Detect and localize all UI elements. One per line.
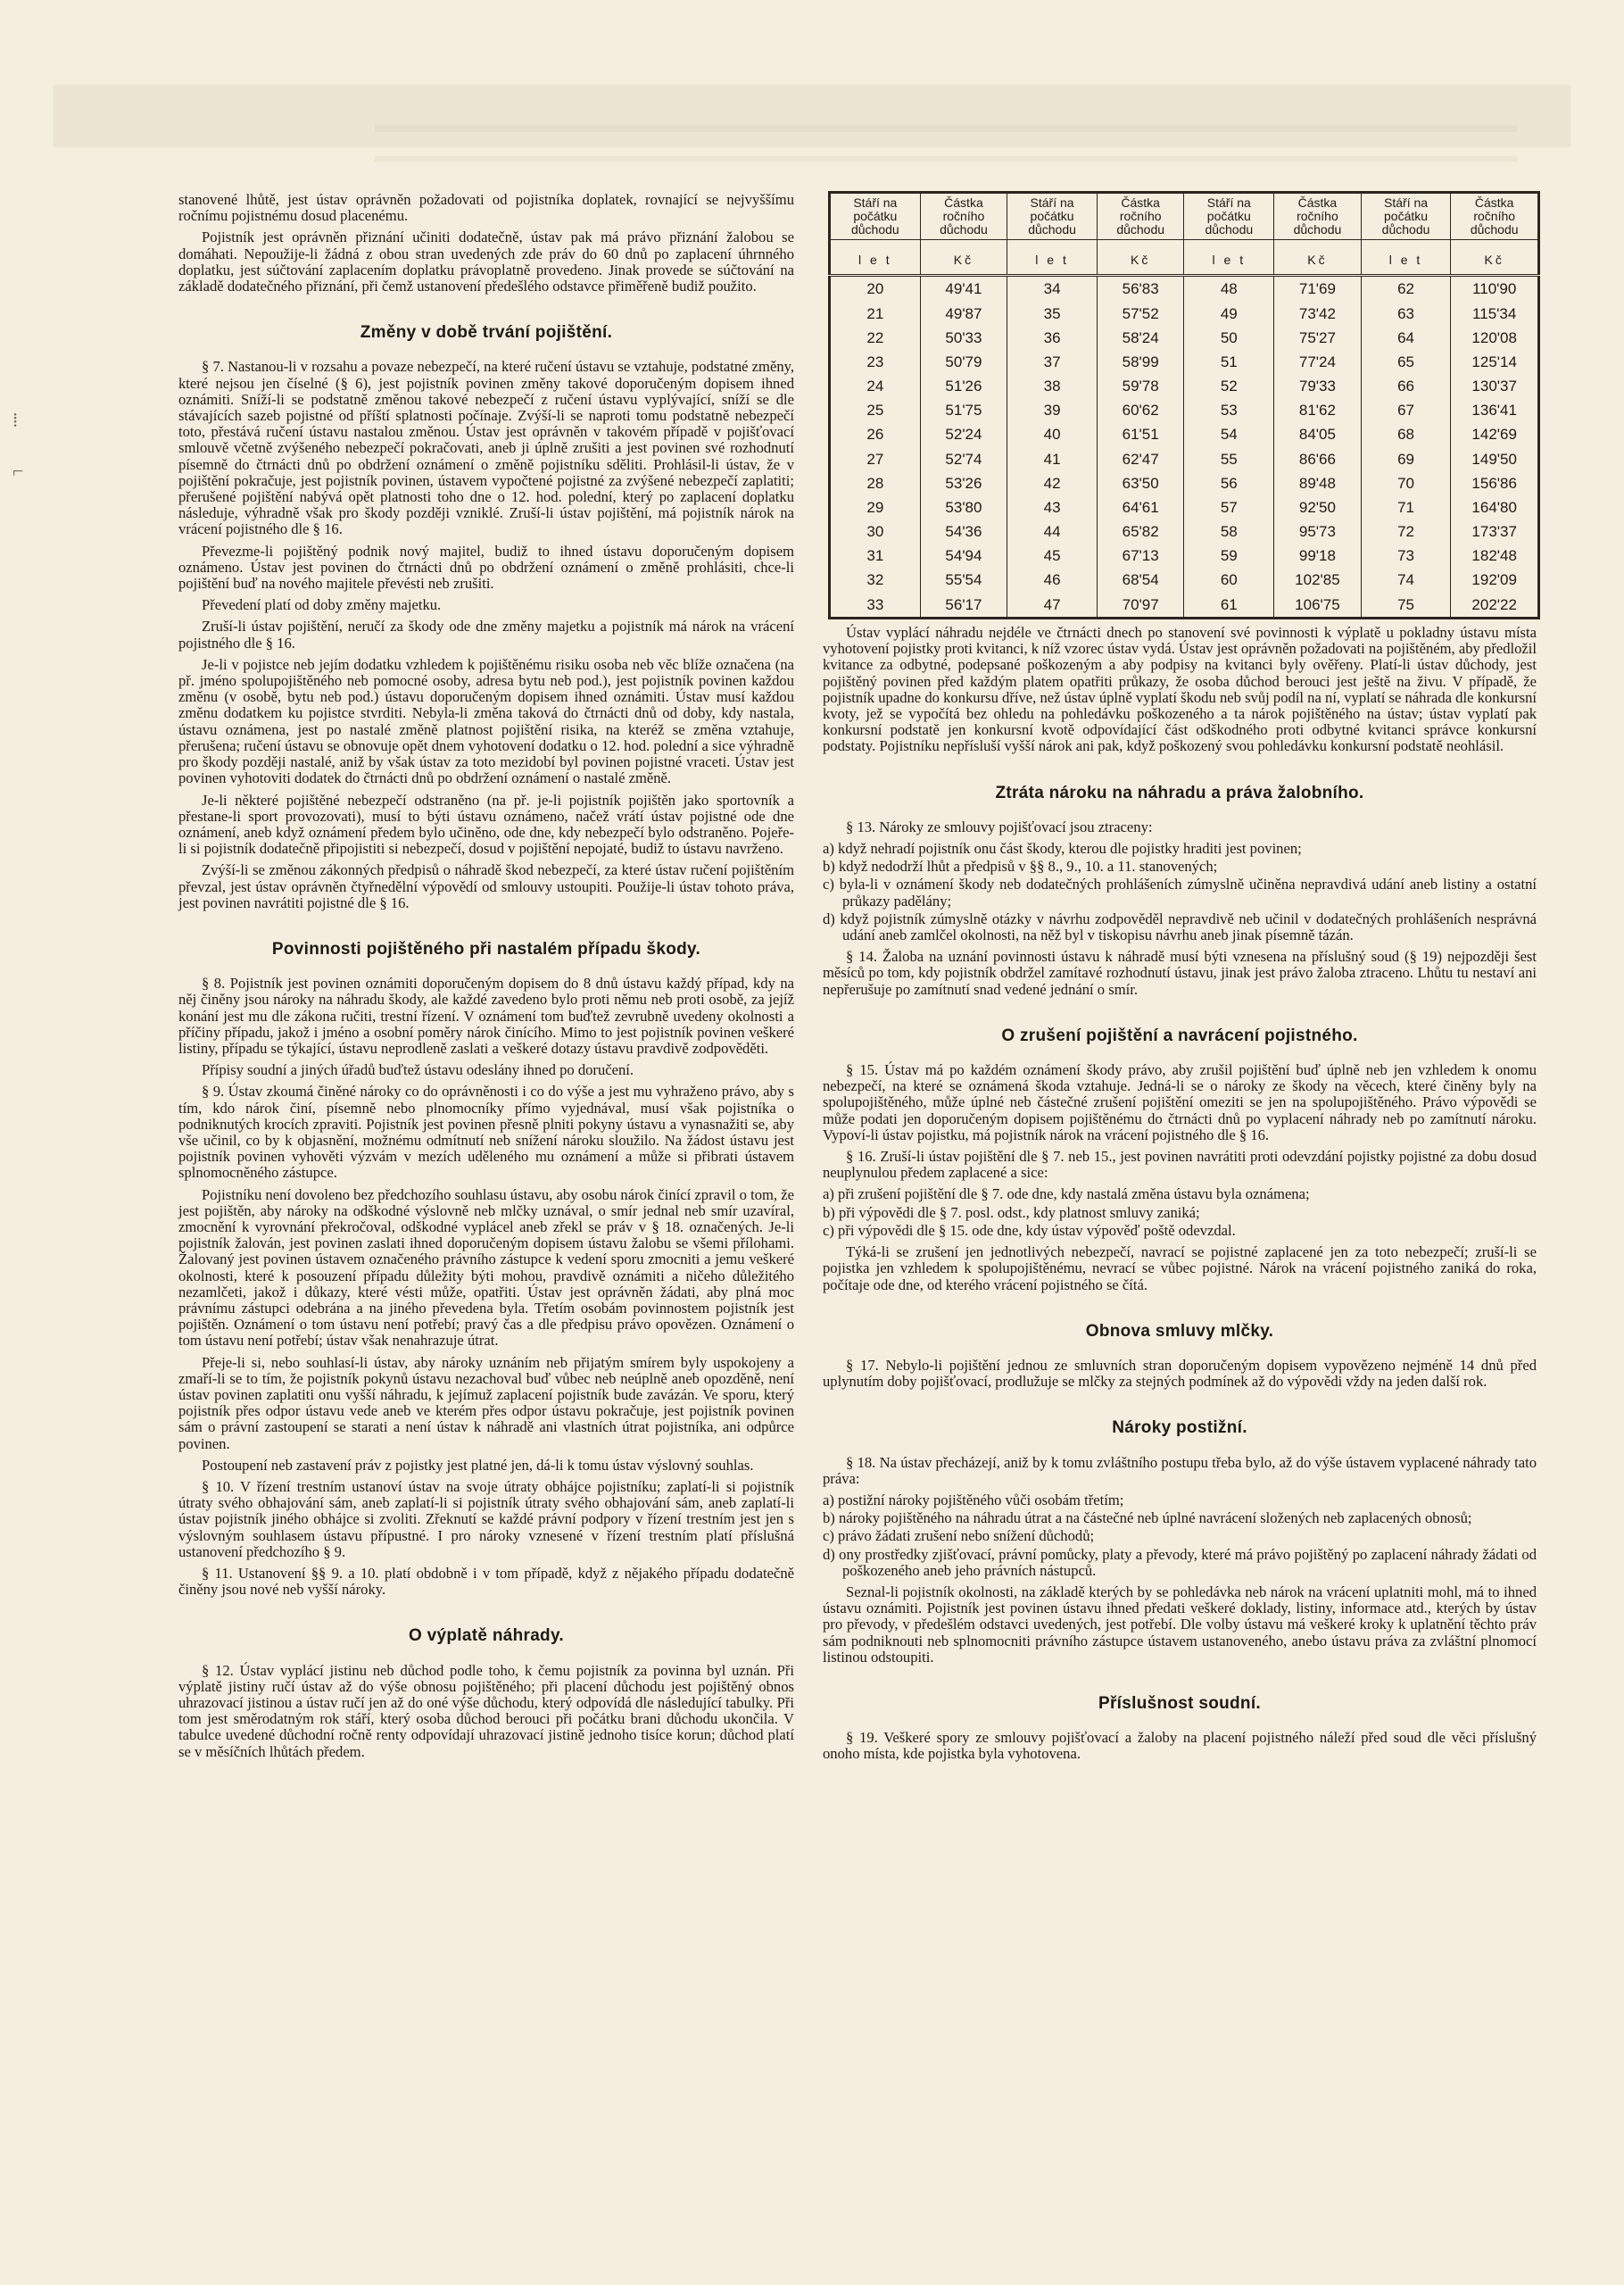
amount-cell: 61'51: [1097, 422, 1184, 446]
paragraph: § 9. Ústav zkoumá činěné nároky co do oprávněnosti i co do výše a jest mu vyhraženo právo, aby s tím, kdo nárok činí, písemně nebo plnomocníky přímo vyjednával, musí však pojistníka o podniknutých krocích zpraviti. Pojistník jest povinen přesně plniti pokyny ústavu a vynasnažiti se, aby vše učinil, co by k objasnění, možnému odmítnutí neb snížení nároku sloužilo. Na žádost ústavu jest pojistník povinen vyhověti výzvám v mezích uděleného mu oznámení a může si přibrati ústavem splnomocněného zástupce.: [178, 1083, 794, 1182]
age-cell: 40: [1007, 422, 1098, 446]
header-amount: Částka ročního důchodu: [920, 193, 1007, 240]
amount-cell: 49'41: [920, 276, 1007, 302]
age-cell: 34: [1007, 276, 1098, 302]
age-cell: 69: [1361, 447, 1451, 471]
table-row: [830, 350, 1539, 374]
age-cell: 48: [1184, 276, 1274, 302]
age-cell: 36: [1007, 326, 1098, 350]
amount-cell: 53'80: [920, 495, 1007, 519]
unit-amount: Kč: [1274, 240, 1362, 276]
amount-cell: 202'22: [1451, 592, 1539, 618]
amount-cell: 192'09: [1451, 568, 1539, 592]
age-cell: 53: [1184, 398, 1274, 422]
paragraph: § 12. Ústav vyplácí jistinu neb důchod podle toho, k čemu pojistník za povinna byl uznán. Při výplatě jistiny ručí ústav až do výše obnosu pojištěného; při placení důchodu jest pojištěný obnos uhrazovací jistinou a ústav ručí jen až do oné výše důchodu, který odpovídá dle následující tabulky. Při tom jest směrodatným rok stáří, který osoba důchod berouci při počátku brani důchodu ukončila. V tabulce uvedené důchodní ročně renty odpovídají uhrazovací jistině jednoho tisíce korun; důchod platí se v měsíčních lhůtách předem.: [178, 1661, 794, 1760]
age-cell: 64: [1361, 326, 1451, 350]
age-cell: 50: [1184, 326, 1274, 350]
age-cell: 70: [1361, 471, 1451, 495]
amount-cell: 50'33: [920, 326, 1007, 350]
paragraph: § 18. Na ústav přecházejí, aniž by k tomu zvláštního postupu třeba bylo, až do výše ústavem vyplacené náhrady tato práva:: [823, 1453, 1537, 1487]
amount-cell: 92'50: [1274, 495, 1362, 519]
section-heading-loss: Ztráta nároku na náhradu a práva žalobního.: [995, 783, 1364, 802]
paragraph: § 8. Pojistník jest povinen oznámiti doporučeným dopisem do 8 dnů ústavu každý případ, kdy na něj činěny jsou nároky na náhradu škody, ale každé zavedeno bylo proti němu neb proti osobě, za jejíž konání jest mu dle zákona ručiti, trestní řízení. V oznámení tom buďtež zevrubně uvedeny okolnosti a příčiny případu, jakož i jméno a osobní poměry nárok činícího. Mimo to jest pojistník povinen veškeré listiny, případu se týkající, ústavu neprodleně zaslati a veškeré dotazy ústavu pravdivě zodpověděti.: [178, 975, 794, 1057]
amount-cell: 60'62: [1097, 398, 1184, 422]
unit-amount: Kč: [920, 240, 1007, 276]
list: [823, 1186, 1537, 1239]
header-age: Stáří na počátku důchodu: [830, 193, 921, 240]
list-item: a) když nehradí pojistník onu část škody, kterou dle pojistky hraditi jest povinen;: [823, 840, 1302, 858]
amount-cell: 84'05: [1274, 422, 1362, 446]
list-item: d) ony prostředky zjišťovací, právní pomůcky, platy a převody, které má právo pojištěný po zaplacení náhrady žádati od poškozeného aneb jeho právních nástupců.: [823, 1545, 1537, 1579]
age-cell: 61: [1184, 592, 1274, 618]
age-cell: 38: [1007, 374, 1098, 398]
age-cell: 45: [1007, 544, 1098, 568]
paragraph: Přeje-li si, nebo souhlasí-li ústav, aby nároky uznáním neb přijatým smírem byly uspokojeny a zmaří-li se to tím, že pojistník pokynů ústavu nezachoval buď vůbec neb neúplně aneb opozděně, není ústav povinen zaplatiti onu vyšší náhradu, k jejímuž zaplacení pojistník bude zavázán. Ve sporu, který pojistník přes odpor ústavu vede aneb ve kterém přes odpor ústavu pokračuje, jest pojistník povinen sám o právní zastoupení se starati a není ústav k náhradě ani vlastních útrat pojistníka, ani odpůrce povinen.: [178, 1353, 794, 1452]
age-cell: 37: [1007, 350, 1098, 374]
age-cell: 32: [830, 568, 921, 592]
unit-age: l e t: [1184, 240, 1274, 276]
table-row: [830, 544, 1539, 568]
paragraph: § 19. Veškeré spory ze smlouvy pojišťovací a žaloby na placení pojistného náleží před soud dle věci příslušný onoho místa, kde pojistka byla vyhotovena.: [823, 1729, 1537, 1763]
amount-cell: 54'36: [920, 519, 1007, 544]
amount-cell: 63'50: [1097, 471, 1184, 495]
paragraph: § 7. Nastanou-li v rozsahu a povaze nebezpečí, na které ručení ústavu se vztahuje, podstatné změny, které nejsou jen číselné (§ 6), jest pojistník povinen změny takové doporučeným dopisem ihned oznámiti. Sníží-li se podstatně změnou takové nebezpečí z ručení ústavu vyplývající, sníží se dle stávajících sazeb pojistné od příští splatnosti počínaje. Zvýší-li se naproti tomu podstatně nebezpečí toto, přestává ručení ústavu nastalou změnou. Ústav jest oprávněn v takovém případě v pojišťovací smlouvě včetně zvýšeného nebezpečí pokračovati, aneb ji úplně zrušiti a jest povinen své rozhodnutí písemně do čtrnácti dnů po obdržení oznámení o změně pojistníku sděliti. Prohlásil-li ústav, že v pojištění pokračuje, jest pojistník povinen, ústavem vypočtené pojistné za zvýšené nebezpečí zaplatiti; přerušené pojištění nabývá opět platnosti toho dne o 12. hod. polední, který po zaplacení doplatku následuje, výhradně však pro škody později vzniklé. Zruší-li ústav pojištění, má pojistník nárok na vrácení pojistného dle § 16.: [178, 358, 794, 538]
intro-paragraph: Pojistník jest oprávněn přiznání učiniti dodatečně, ústav pak má právo přiznání žalobou se domáhati. Nepoužije-li žádná z obou stran uvedených zde práv do 60 dnů po zaplacení úhrnného doplatku, jest súčtování zaplacením doplatku právoplatně provedeno. Jinak provede se súčtování na základě dodatečného přiznání, při čemž ustanovení předešlého odstavce přiměřeně budiž použito.: [178, 228, 794, 295]
amount-cell: 55'54: [920, 568, 1007, 592]
binding-hole-mark: ⌐: [12, 460, 24, 482]
unit-amount: Kč: [1097, 240, 1184, 276]
paragraph: Ústav vyplácí náhradu nejdéle ve čtrnácti dnech po stanovení své povinnosti k výplatě u pokladny ústavu místa vyhotovení pojistky proti kvitanci, k níž vzorec ústav vydá. Ústav jest oprávněn požadovati na pojištěném, aby předložil kvitance za odbytné, podepsané poškozeným a aby podpisy na kvitanci byly ověřeny. Platí-li ústav důchody, jest pojištěný povinen před každým platem opatřiti průkazy, že osoba důchod berouci jest ještě na živu. V případě, že pojistník upadne do konkursu dříve, než ústav úplně vyplatí škodu neb svůj podíl na ní, vyplatí se náhrada dle konkursní kvoty, jež se vypočítá bez ohledu na pohledávku poškozeného a ta nárok pojištěného na ústav; ústav vyplatí pak konkursní podstatě jen konkursní kvotě odpovídající část odškodného proti odbytné kvitanci správce konkursní podstaty. Pojistníku nepřísluší vyšší nárok ani pak, když poškozený svou pohledávku konkursní podstatě neohlásil.: [823, 624, 1537, 755]
age-cell: 59: [1184, 544, 1274, 568]
paragraph: § 11. Ustanovení §§ 9. a 10. platí obdobně i v tom případě, když z nějakého případu dodatečně činěny jsou nové neb vyšší nároky.: [178, 1565, 794, 1599]
table-units-row: [830, 240, 1539, 276]
unit-age: l e t: [1007, 240, 1098, 276]
list-item: c) právo žádati zrušení nebo snížení důchodů;: [823, 1527, 1095, 1545]
age-cell: 39: [1007, 398, 1098, 422]
age-cell: 29: [830, 495, 921, 519]
amount-cell: 120'08: [1451, 326, 1539, 350]
amount-cell: 81'62: [1274, 398, 1362, 422]
list-item: a) postižní nároky pojištěného vůči osobám třetím;: [823, 1491, 1124, 1508]
list-item: b) nároky pojištěného na náhradu útrat a na částečné neb úplné navrácení složených neb zaplacených obnosů;: [823, 1509, 1472, 1527]
age-cell: 73: [1361, 544, 1451, 568]
unit-age: l e t: [830, 240, 921, 276]
table-row: [830, 568, 1539, 592]
paragraph: § 13. Nároky ze smlouvy pojišťovací jsou ztraceny:: [846, 818, 1153, 835]
table-row: [830, 326, 1539, 350]
section-heading-recourse: Nároky postižní.: [1112, 1418, 1247, 1438]
section-heading-renewal: Obnova smluvy mlčky.: [1085, 1321, 1274, 1341]
age-cell: 44: [1007, 519, 1098, 544]
list-item: b) při výpovědi dle § 7. posl. odst., kdy platnost smluvy zaniká;: [823, 1203, 1200, 1221]
age-cell: 26: [830, 422, 921, 446]
amount-cell: 106'75: [1274, 592, 1362, 618]
age-cell: 60: [1184, 568, 1274, 592]
amount-cell: 57'52: [1097, 302, 1184, 326]
paragraph: Převedení platí od doby změny majetku.: [202, 596, 442, 614]
table-row: [830, 519, 1539, 544]
age-cell: 57: [1184, 495, 1274, 519]
age-cell: 67: [1361, 398, 1451, 422]
table-row: [830, 398, 1539, 422]
amount-cell: 164'80: [1451, 495, 1539, 519]
amount-cell: 62'47: [1097, 447, 1184, 471]
age-cell: 30: [830, 519, 921, 544]
age-cell: 20: [830, 276, 921, 302]
list-item: a) při zrušení pojištění dle § 7. ode dne, kdy nastalá změna ústavu byla oznámena;: [823, 1185, 1310, 1203]
section-heading-duties: Povinnosti pojištěného při nastalém případu škody.: [271, 939, 701, 959]
list: [823, 1492, 1537, 1579]
table-row: [830, 422, 1539, 446]
age-cell: 65: [1361, 350, 1451, 374]
amount-cell: 53'26: [920, 471, 1007, 495]
reverse-side-bleed: [0, 0, 1624, 187]
unit-age: l e t: [1361, 240, 1451, 276]
amount-cell: 102'85: [1274, 568, 1362, 592]
amount-cell: 149'50: [1451, 447, 1539, 471]
age-cell: 35: [1007, 302, 1098, 326]
age-cell: 23: [830, 350, 921, 374]
amount-cell: 56'83: [1097, 276, 1184, 302]
age-cell: 46: [1007, 568, 1098, 592]
paragraph: Postoupení neb zastavení práv z pojistky jest platné jen, dá-li k tomu ústav výslovný souhlas.: [202, 1456, 754, 1474]
list-item: b) když nedodrží lhůt a předpisů v §§ 8., 9., 10. a 11. stanovených;: [823, 858, 1218, 876]
amount-cell: 65'82: [1097, 519, 1184, 544]
amount-cell: 73'42: [1274, 302, 1362, 326]
annuity-table: [828, 191, 1540, 619]
age-cell: 47: [1007, 592, 1098, 618]
age-cell: 68: [1361, 422, 1451, 446]
paragraph: Přípisy soudní a jiných úřadů buďtež ústavu odeslány ihned po doručení.: [202, 1061, 634, 1079]
list-item: c) byla-li v oznámení škody neb dodatečných prohlášeních zúmyslně učiněna nepravdivá udání aneb listiny a ostatní průkazy padělány;: [823, 876, 1537, 910]
age-cell: 49: [1184, 302, 1274, 326]
age-cell: 28: [830, 471, 921, 495]
table-row: [830, 276, 1539, 302]
table-row: [830, 471, 1539, 495]
amount-cell: 110'90: [1451, 276, 1539, 302]
header-age: Stáří na počátku důchodu: [1184, 193, 1274, 240]
amount-cell: 67'13: [1097, 544, 1184, 568]
age-cell: 56: [1184, 471, 1274, 495]
age-cell: 74: [1361, 568, 1451, 592]
amount-cell: 58'99: [1097, 350, 1184, 374]
paragraph: Pojistníku není dovoleno bez předchozího souhlasu ústavu, aby osobu nárok činící zpravil o tom, že jest pojištěn, aby nároky na odškodné výslovně neb mlčky uznával, o smír jednal neb smír uzavíral, zmocnění k vyrovnání překročoval, odškodné vyplácel aneb zřekl se práv v § 18. označených. Je-li pojistník žalován, jest povinen zaslati ihned doporučeným dopisem ústavu žalobu se všemi přílohami. Žalovaný jest povinen ústavem označeného právního zástupce k vedení sporu zmocniti a jemu veškeré okolnosti, které k posouzení případu důležity býti mohou, pravdivě oznámiti a ničeho důležitého nezamlčeti, jakož i důkazy, které vésti může, opatřiti. Ústav jest oprávněn žádati, aby plná moc právnímu zástupci odebrána a na jiného převedena byla. Třetím osobám povinnostem pojistník jest pojištěn. Oznámení o tom ústavu není potřebí; pravý čas a dle předpisu právo opovězen. Oznámení o tom ústavu není potřebí; ústav však nenahrazuje útrat.: [178, 1185, 794, 1350]
table-row: [830, 374, 1539, 398]
age-cell: 33: [830, 592, 921, 618]
amount-cell: 79'33: [1274, 374, 1362, 398]
age-cell: 66: [1361, 374, 1451, 398]
amount-cell: 77'24: [1274, 350, 1362, 374]
amount-cell: 156'86: [1451, 471, 1539, 495]
age-cell: 54: [1184, 422, 1274, 446]
left-column: [178, 192, 794, 1766]
age-cell: 42: [1007, 471, 1098, 495]
amount-cell: 71'69: [1274, 276, 1362, 302]
paragraph: § 10. V řízení trestním ustanoví ústav na svoje útraty obhájce pojistníku; zaplatí-li si pojistník útraty svého obhajování sám, aneb zaplatí-li si pojistník útraty svého obhajování sám, aneb zaplatí-li ústav pojistník jiného obhájce si zvoliti. Zřeknutí se každé právní podpory v řízení trestním jest jen s výslovným souhlasem ústavu přípustné. I pro nároky vznesené v řízení trestním platí příslušná ustanovení předchozího § 9.: [178, 1478, 794, 1560]
amount-cell: 70'97: [1097, 592, 1184, 618]
header-age: Stáří na počátku důchodu: [1361, 193, 1451, 240]
header-age: Stáří na počátku důchodu: [1007, 193, 1098, 240]
amount-cell: 99'18: [1274, 544, 1362, 568]
paragraph: § 16. Zruší-li ústav pojištění dle § 7. neb 15., jest povinen navrátiti proti odevzdání pojistky pojistné za dobu dosud neuplynulou předem zaplacené a sice:: [823, 1148, 1537, 1182]
amount-cell: 173'37: [1451, 519, 1539, 544]
age-cell: 63: [1361, 302, 1451, 326]
paragraph: § 17. Nebylo-li pojištění jednou ze smluvních stran doporučeným dopisem vypovězeno nejméně 14 dnů před uplynutím doby pojišťovací, prodlužuje se mlčky za stejných podmínek až do výpovědi vždy na jeden další rok.: [823, 1356, 1537, 1391]
paragraph: Týká-li se zrušení jen jednotlivých nebezpečí, navrací se pojistné zaplacené jen za toto nebezpečí; zruší-li se pojistka jen vzhledem k spolupojištěnému, nevrací se vůbec pojistné. Nárok na vrácení pojistného zaniká do roka, počítaje ode dne, od kterého vrácení pojistného se čítá.: [823, 1243, 1537, 1293]
paragraph: Je-li v pojistce neb jejím dodatku vzhledem k pojištěnému risiku osoba neb věc blíže označena (na př. jméno spolupojištěného neb pomocné osoby, adresa bytu neb pod.), jest pojistník povinen každou změnu (v osobě, bytu neb pod.) ústavu doporučeným dopisem ihned oznámiti. Ústav musí každou změnu dodatkem ku pojistce stvrditi. Nebyla-li změna taková do čtrnácti dnů od doby, kdy nastala, ústavu oznámena, jest po nastalé změně platnost pojištění risika, na kteréž se změna vztahuje, přerušena; ručení ústavu se obnovuje opět dnem vyhotovení dodatku o 12. hod. polední a sice výhradně pro škody později nastalé, aniž by však ústav za toto mezidobí byl povinen pojistné vraceti. Ústav jest povinen vyhotoviti dodatek do čtrnácti dnů po obdržení oznámení o nastalé změně.: [178, 655, 794, 787]
binding-hole-mark: ⁞: [12, 409, 19, 431]
list-item: c) při výpovědi dle § 15. ode dne, kdy ústav výpověď poště odevzdal.: [823, 1221, 1236, 1239]
table-row: [830, 495, 1539, 519]
amount-cell: 52'24: [920, 422, 1007, 446]
list: [823, 841, 1537, 943]
table-row: [830, 592, 1539, 618]
age-cell: 31: [830, 544, 921, 568]
age-cell: 51: [1184, 350, 1274, 374]
amount-cell: 115'34: [1451, 302, 1539, 326]
unit-amount: Kč: [1451, 240, 1539, 276]
age-cell: 25: [830, 398, 921, 422]
amount-cell: 142'69: [1451, 422, 1539, 446]
table-row: [830, 302, 1539, 326]
amount-cell: 51'75: [920, 398, 1007, 422]
age-cell: 62: [1361, 276, 1451, 302]
amount-cell: 86'66: [1274, 447, 1362, 471]
section-heading-changes: Změny v době trvání pojištění.: [360, 323, 613, 343]
header-amount: Částka ročního důchodu: [1274, 193, 1362, 240]
amount-cell: 95'73: [1274, 519, 1362, 544]
section-heading-court: Příslušnost soudní.: [1098, 1693, 1261, 1713]
age-cell: 75: [1361, 592, 1451, 618]
age-cell: 55: [1184, 447, 1274, 471]
amount-cell: 58'24: [1097, 326, 1184, 350]
amount-cell: 52'74: [920, 447, 1007, 471]
right-column: [823, 625, 1537, 1768]
header-amount: Částka ročního důchodu: [1097, 193, 1184, 240]
age-cell: 58: [1184, 519, 1274, 544]
amount-cell: 59'78: [1097, 374, 1184, 398]
age-cell: 21: [830, 302, 921, 326]
age-cell: 72: [1361, 519, 1451, 544]
paragraph: Seznal-li pojistník okolnosti, na základě kterých by se pohledávka neb nárok na vrácení uplatniti mohl, má to ihned ústavu oznámiti. Pojistník jest povinen ústavu ihned předati veškeré doklady, listiny, informace atd., kterých by ústav pro převody, v předešlém odstavci uvedených, jest potřebí. Dle volby ústavu má veškeré kroky k uplatnění těchto práv sám podniknouti neb splnomocniti právního zástupce ústavem ustanoveného, anebo ústavu práva za zvláštní plnomocí listinou odstoupiti.: [823, 1583, 1537, 1666]
paragraph: § 14. Žaloba na uznání povinnosti ústavu k náhradě musí býti vznesena na příslušný soud (§ 19) nejpozději šest měsíců po tom, kdy pojistník obdržel zamítavé rozhodnutí ústavu, jinak jest právo žaloba ztraceno. Lhůtu tu nestaví ani nepřerušuje po zamítnutí snad vedené jednání o smír.: [823, 948, 1537, 998]
amount-cell: 182'48: [1451, 544, 1539, 568]
amount-cell: 68'54: [1097, 568, 1184, 592]
amount-cell: 130'37: [1451, 374, 1539, 398]
age-cell: 41: [1007, 447, 1098, 471]
section-heading-payment: O výplatě náhrady.: [409, 1626, 564, 1646]
paragraph: Je-li některé pojištěné nebezpečí odstraněno (na př. je-li pojistník pojištěn jako sportovník a přestane-li sport provozovati), musí to býti ústavu oznámeno, načež vrátí ústav pojistné ode dne oznámení, aneb když oznámení předem bylo učiněno, ode dne, kdy nebezpečí bylo odstraněno. Pojeře-li si pojistník dodatečně připojistiti si nebezpečí, dosud v pojištění nepojaté, budiž to ústavu navrženo.: [178, 791, 794, 858]
paragraph: § 15. Ústav má po každém oznámení škody právo, aby zrušil pojištění buď úplně neb jen vzhledem k onomu nebezpečí, na které se oznámená škoda vztahuje. Jedná-li se o nároky ze škody na věcech, které činěny byly na spolupojištěného, může úplné neb částečné zrušení pojištění omeziti se jen na spolupojištěného. Právo výpovědi se může podati jen doporučeným dopisem pojištěnému do čtrnácti dnů po vyplacení náhrady neb po zamítnutí nároku. Vypoví-li ústav pojistku, má pojistník nárok na vrácení pojistného dle § 16.: [823, 1061, 1537, 1143]
intro-paragraph: stanovené lhůtě, jest ústav oprávněn požadovati od pojistníka doplatek, rovnající se nejvyššímu ročnímu pojistnému dosud placenému.: [178, 191, 794, 225]
age-cell: 43: [1007, 495, 1098, 519]
amount-cell: 64'61: [1097, 495, 1184, 519]
age-cell: 71: [1361, 495, 1451, 519]
list-item: d) když pojistník zúmyslně otázky v návrhu zodpověděl nepravdivě neb učinil v dodatečných prohlášeních nesprávná udání aneb zamlčel okolnosti, na něž byl v tiskopisu návrhu aneb jinak písemně tázán.: [823, 910, 1537, 944]
paragraph: Převezme-li pojištěný podnik nový majitel, budiž to ihned ústavu doporučeným dopisem oznámeno. Ústav jest povinen do čtrnácti dnů po obdržení oznámení o změně prohlásiti, chce-li pojištění buď na nového majitele převésti neb zrušiti.: [178, 542, 794, 593]
amount-cell: 75'27: [1274, 326, 1362, 350]
amount-cell: 125'14: [1451, 350, 1539, 374]
amount-cell: 136'41: [1451, 398, 1539, 422]
age-cell: 27: [830, 447, 921, 471]
amount-cell: 49'87: [920, 302, 1007, 326]
amount-cell: 50'79: [920, 350, 1007, 374]
header-amount: Částka ročního důchodu: [1451, 193, 1539, 240]
table-header-row: [830, 193, 1539, 240]
age-cell: 52: [1184, 374, 1274, 398]
paragraph: Zvýší-li se změnou zákonných předpisů o náhradě škod nebezpečí, za které ústav ručení pojištěním převzal, jest ústav oprávněn čtyřnedělní výpovědí od smlouvy ustoupiti. Použije-li ústav tohoto práva, jest povinen navrátiti pojistné dle § 16.: [178, 861, 794, 911]
amount-cell: 51'26: [920, 374, 1007, 398]
amount-cell: 89'48: [1274, 471, 1362, 495]
amount-cell: 54'94: [920, 544, 1007, 568]
section-heading-cancel: O zrušení pojištění a navrácení pojistného.: [1001, 1026, 1358, 1045]
age-cell: 22: [830, 326, 921, 350]
age-cell: 24: [830, 374, 921, 398]
paragraph: Zruší-li ústav pojištění, neručí za škody ode dne změny majetku a pojistník má nárok na vrácení pojistného dle § 16.: [178, 618, 794, 652]
table-row: [830, 447, 1539, 471]
amount-cell: 56'17: [920, 592, 1007, 618]
